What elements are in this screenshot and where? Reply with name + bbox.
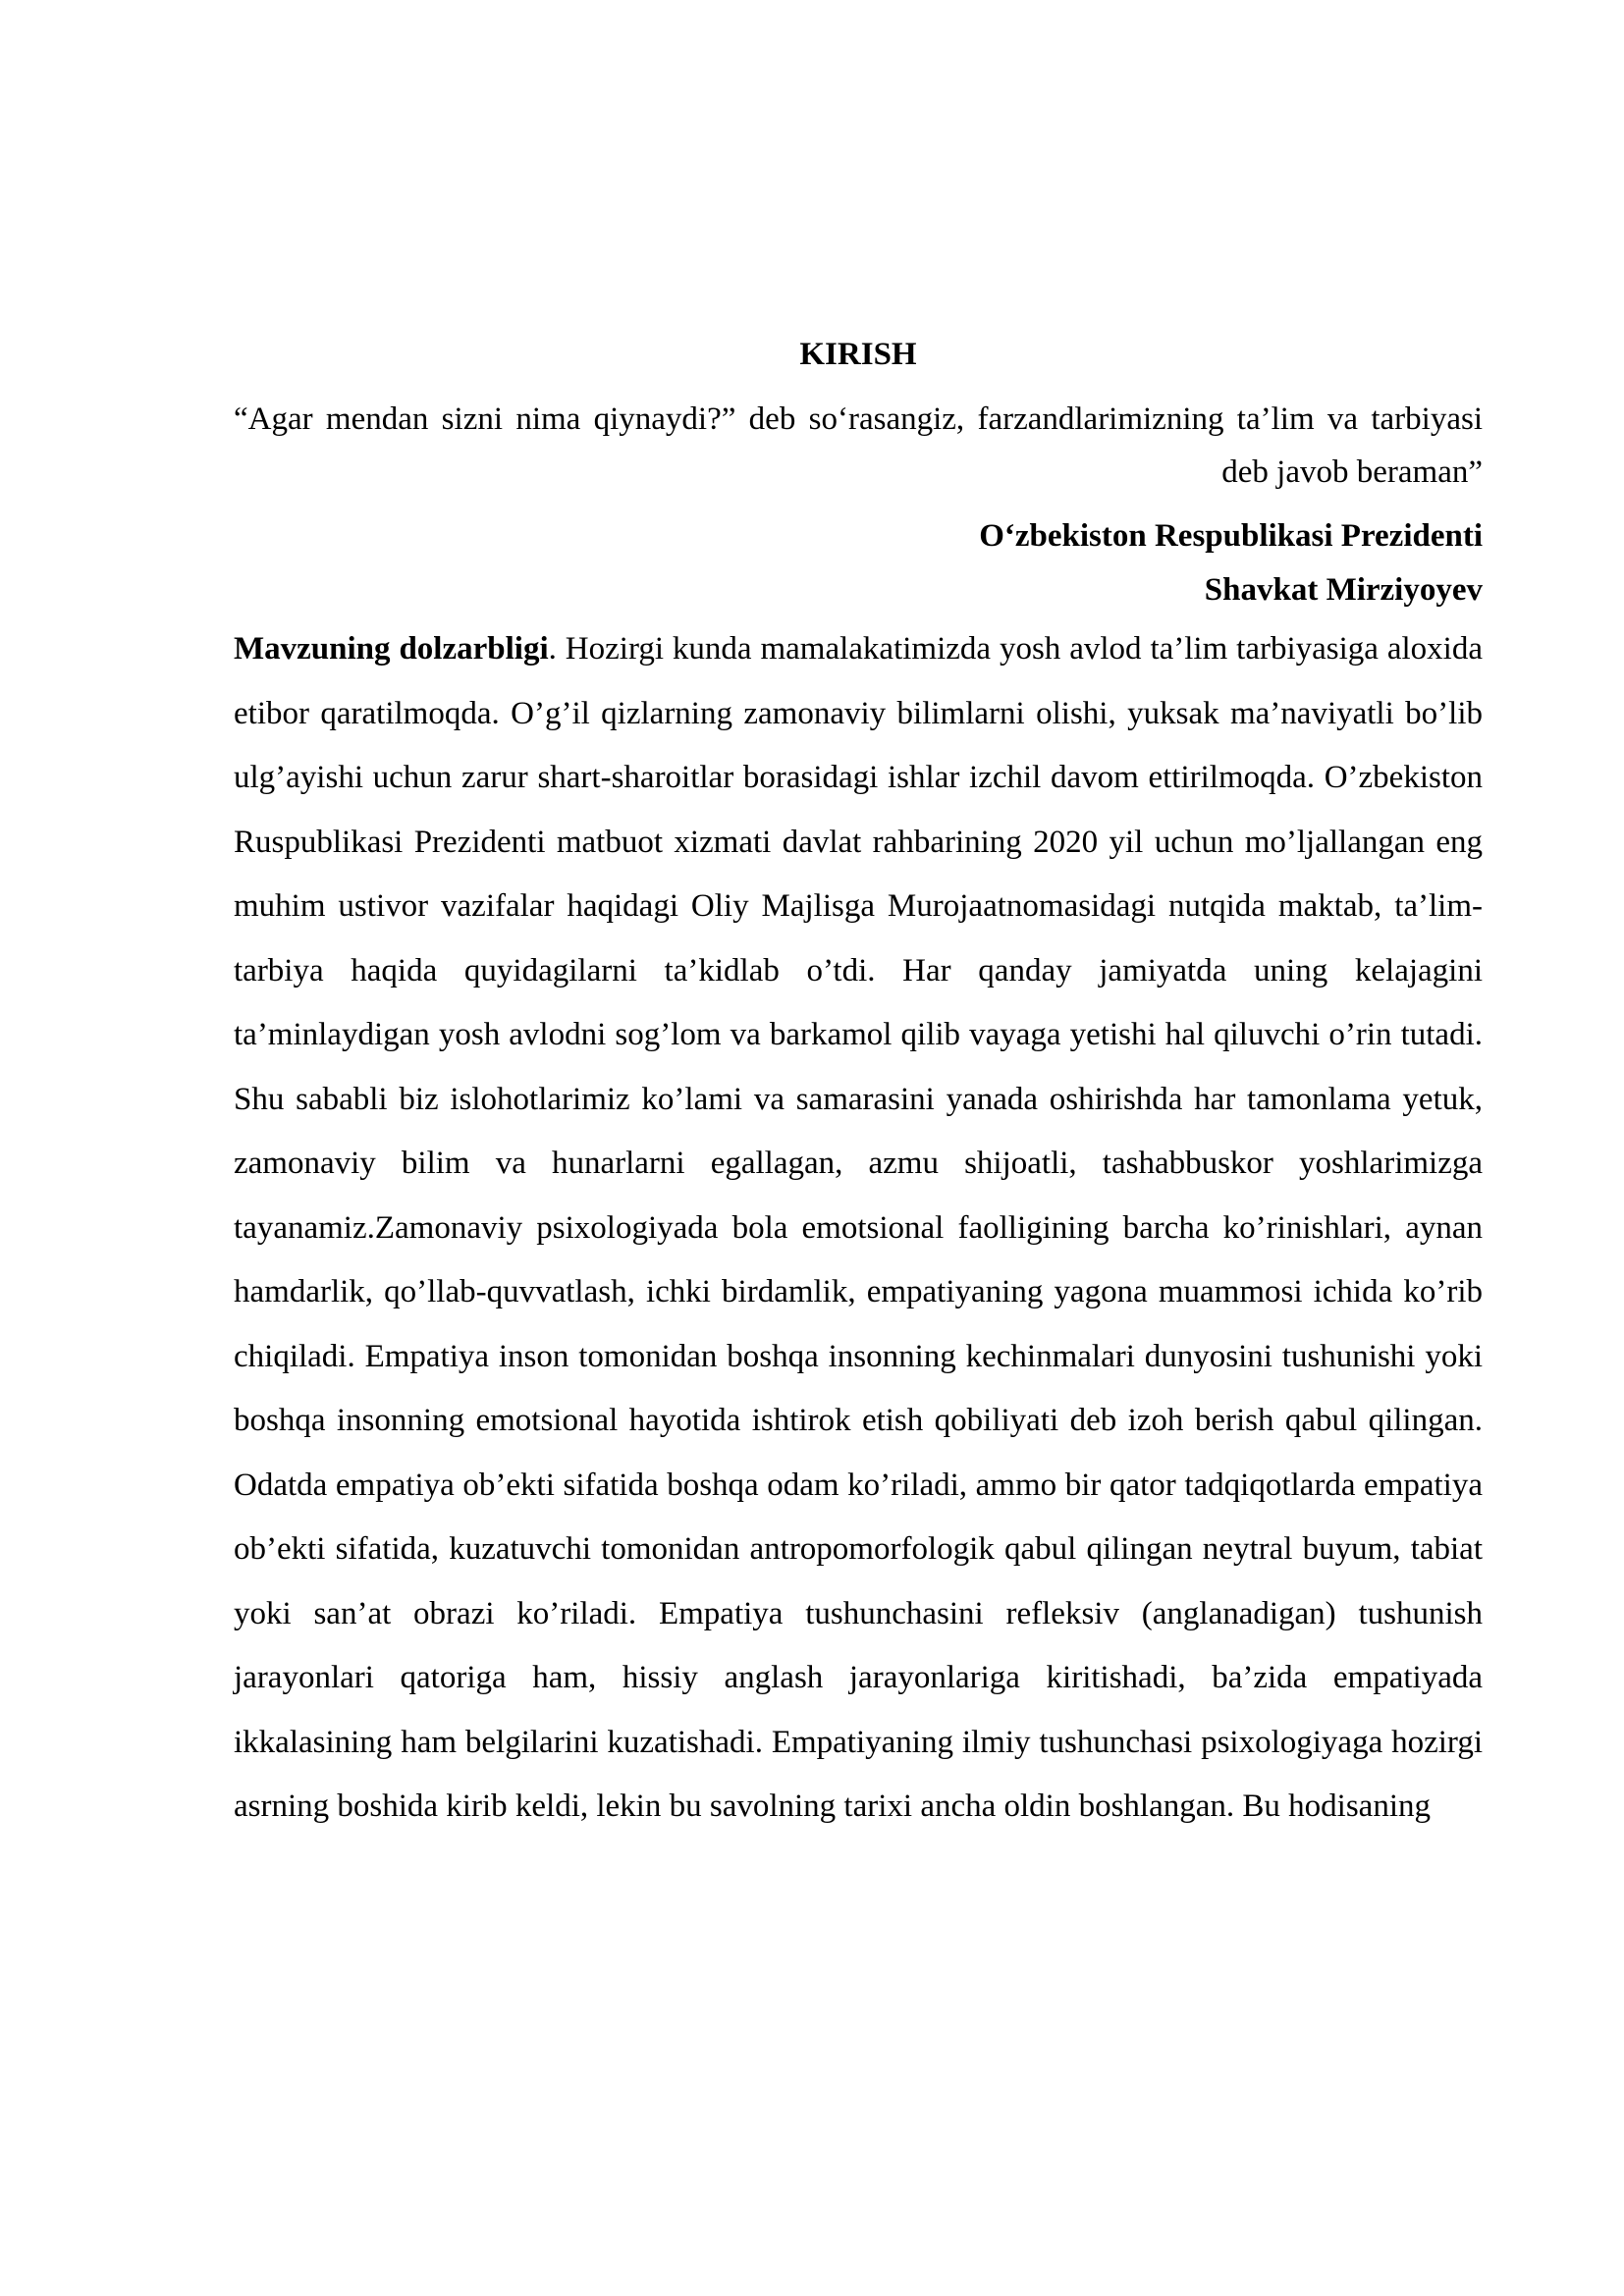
body-paragraph bbox=[234, 617, 1483, 1840]
section-lead: Mavzuning dolzarbligi bbox=[234, 631, 549, 667]
epigraph-quote: “Agar mendan sizni nima qiynaydi?” deb so‘rasangiz, farzandlarimizning ta’lim va tarbiyasi deb javob beraman” bbox=[234, 401, 1483, 490]
attribution-name: Shavkat Mirziyoyev bbox=[1204, 572, 1483, 608]
page-title: KIRISH bbox=[799, 337, 917, 372]
body-text: . Hozirgi kunda mamalakatimizda yosh avlod ta’lim tarbiyasiga aloxida etibor qaratilmoqda. O’g’il qizlarning zamonaviy bilimlarni olishi, yuksak ma’naviyatli bo’lib ulg’ayishi uchun zarur shart-sharoitlar borasidagi ishlar izchil davom ettirilmoqda. O’zbekiston Ruspublikasi Prezidenti matbuot xizmati davlat rahbarining 2020 yil uchun mo’ljallangan eng muhim ustivor vazifalar haqidagi Oliy Majlisga Murojaatnomasidagi nutqida maktab, ta’lim-tarbiya haqida quyidagilarni ta’kidlab o’tdi. Har qanday jamiyatda uning kelajagini ta’minlaydigan yosh avlodni sog’lom va barkamol qilib vayaga yetishi hal qiluvchi o’rin tutadi. Shu sababli biz islohotlarimiz ko’lami va samarasini yanada oshirishda har tamonlama yetuk, zamonaviy bilim va hunarlarni egallagan, azmu shijoatli, tashabbuskor yoshlarimizga tayanamiz.Zamonaviy psixologiyada bola emotsional faolligining barcha ko’rinishlari, aynan hamdarlik, qo’llab-quvvatlash, ichki birdamlik, empatiyaning yagona muammosi ichida ko’rib chiqiladi. Empatiya inson tomonidan boshqa insonning kechinmalari dunyosini tushunishi yoki boshqa insonning emotsional hayotida ishtirok etish qobiliyati deb izoh berish qabul qilingan. Odatda empatiya ob’ekti sifatida boshqa odam ko’riladi, ammo bir qator tadqiqotlarda empatiya ob’ekti sifatida, kuzatuvchi tomonidan antropomorfologik qabul qilingan neytral buyum, tabiat yoki san’at obrazi ko’riladi. Empatiya tushunchasini refleksiv (anglanadigan) tushunish jarayonlari qatoriga ham, hissiy anglash jarayonlariga kiritishadi, ba’zida empatiyada ikkalasining ham belgilarini kuzatishadi. Empatiyaning ilmiy tushunchasi psixologiyaga hozirgi asrning boshida kirib keldi, lekin bu savolning tarixi ancha oldin boshlangan. Bu hodisaning bbox=[234, 631, 1484, 1824]
attribution-title: O‘zbekiston Respublikasi Prezidenti bbox=[979, 518, 1483, 554]
document-page bbox=[234, 332, 1483, 1840]
